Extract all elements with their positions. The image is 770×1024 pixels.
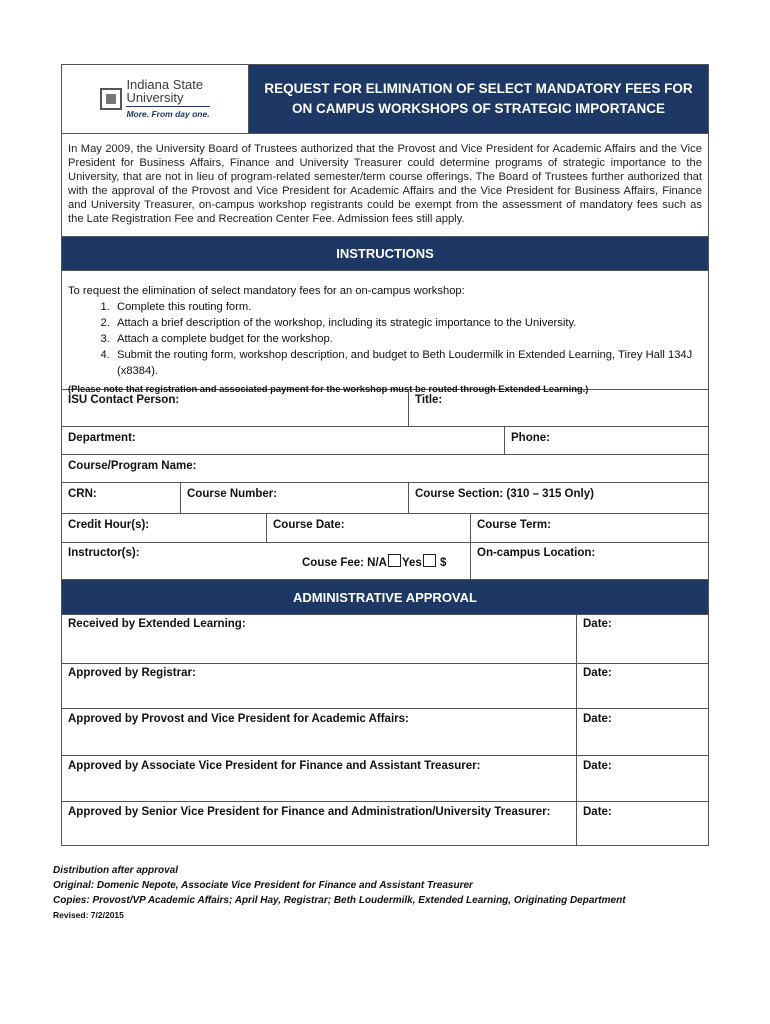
title-field[interactable]: Title:	[408, 390, 708, 426]
crn-field[interactable]: CRN:	[68, 488, 97, 500]
instructions-block	[62, 270, 708, 394]
approval-provost-field[interactable]: Approved by Provost and Vice President for Academic Affairs:	[68, 713, 409, 725]
instruction-step: 1. Complete this routing form.	[113, 299, 702, 315]
distribution-original: Original: Domenic Nepote, Associate Vice President for Finance and Assistant Treasurer	[53, 880, 473, 891]
approval-extended-learning-field[interactable]: Received by Extended Learning:	[68, 618, 246, 630]
approval-date-field[interactable]: Date:	[576, 709, 708, 755]
phone-field[interactable]: Phone:	[504, 427, 708, 454]
distribution-heading: Distribution after approval	[53, 865, 179, 876]
approval-senior-vp-field[interactable]: Approved by Senior Vice President for Finance and Administration/University Treasurer:	[68, 806, 551, 818]
contact-person-field[interactable]: ISU Contact Person:	[68, 394, 180, 406]
department-field[interactable]: Department:	[68, 432, 136, 444]
instructions-note: (Please note that registration and associated payment for the workshop must be routed through Extended Learning.)	[68, 383, 589, 394]
location-field[interactable]: On-campus Location:	[470, 543, 708, 579]
instructor-row	[62, 542, 708, 579]
course-fee-group	[302, 554, 446, 569]
revision-date: Revised: 7/2/2015	[53, 910, 124, 920]
fee-elimination-form	[61, 64, 709, 846]
fee-yes-label: Yes	[402, 557, 422, 569]
course-fee-label: Couse Fee: N/A	[302, 557, 387, 569]
university-seal-icon	[100, 88, 122, 110]
approval-date-field[interactable]: Date:	[576, 615, 708, 663]
distribution-footer	[53, 863, 626, 923]
course-section-field[interactable]: Course Section: (310 – 315 Only)	[408, 483, 708, 513]
instructor-field[interactable]	[62, 543, 470, 579]
approval-row	[62, 801, 708, 845]
logo-tagline: More. From day one.	[126, 106, 209, 121]
instructions-heading: INSTRUCTIONS	[62, 236, 708, 270]
course-number-field[interactable]: Course Number:	[180, 483, 408, 513]
credit-row	[62, 513, 708, 542]
approval-registrar-field[interactable]: Approved by Registrar:	[68, 667, 196, 679]
logo-name-line2: University	[126, 89, 184, 105]
approval-date-field[interactable]: Date:	[576, 664, 708, 708]
approval-associate-vp-field[interactable]: Approved by Associate Vice President for Finance and Assistant Treasurer:	[68, 760, 481, 772]
intro-row	[62, 133, 708, 236]
form-title-line2: ON CAMPUS WORKSHOPS OF STRATEGIC IMPORTANCE	[291, 101, 665, 116]
approval-row	[62, 708, 708, 755]
contact-row	[62, 389, 708, 426]
approval-row	[62, 755, 708, 801]
credit-hours-field[interactable]: Credit Hour(s):	[68, 519, 150, 531]
instructor-label: Instructor(s):	[68, 547, 140, 559]
form-title	[248, 65, 708, 133]
instructions-list-wrap	[62, 271, 708, 381]
distribution-copies: Copies: Provost/VP Academic Affairs; April Hay, Registrar; Beth Loudermilk, Extended Learning, Originating Department	[53, 895, 626, 906]
course-program-field[interactable]: Course/Program Name:	[68, 460, 197, 472]
form-title-line1: REQUEST FOR ELIMINATION OF SELECT MANDATORY FEES FOR	[264, 81, 693, 96]
form-header	[62, 65, 708, 133]
course-program-row	[62, 454, 708, 482]
university-logo	[62, 65, 248, 133]
instructions-lead: To request the elimination of select mandatory fees for an on-campus workshop:	[68, 285, 465, 297]
logo-name-line1: Indiana State	[126, 76, 204, 92]
approval-date-field[interactable]: Date:	[576, 802, 708, 845]
fee-dollar-label: $	[440, 557, 447, 569]
instruction-step: 3. Attach a complete budget for the workshop.	[113, 331, 702, 347]
instruction-step: 2. Attach a brief description of the workshop, including its strategic importance to the University.	[113, 315, 702, 331]
instructions-steps	[68, 299, 702, 379]
department-row	[62, 426, 708, 454]
approval-row	[62, 663, 708, 708]
approval-date-field[interactable]: Date:	[576, 756, 708, 801]
crn-row	[62, 482, 708, 513]
fee-na-checkbox[interactable]	[388, 554, 401, 567]
approval-row	[62, 614, 708, 663]
course-term-field[interactable]: Course Term:	[470, 514, 708, 542]
instruction-step: 4. Submit the routing form, workshop description, and budget to Beth Loudermilk in Extended Learning, Tirey Hall 134J (x8384).	[113, 347, 702, 379]
intro-paragraph: In May 2009, the University Board of Trustees authorized that the Provost and Vice President for Academic Affairs and the Vice President for Business Affairs, Finance and University Treasurer could determine programs of strategic importance to the University, that are not in lieu of program-related semester/term course offerings. The Board of Trustees further authorized that with the approval of the Provost and Vice President for Academic Affairs and the Vice President for Business Affairs, Finance and University Treasurer, on-campus workshop registrants could be exempt from the assessment of mandatory fees such as the Late Registration Fee and Recreation Center Fee. Admission fees still apply.	[68, 143, 702, 225]
fee-yes-checkbox[interactable]	[423, 554, 436, 567]
course-date-field[interactable]: Course Date:	[266, 514, 470, 542]
approval-heading: ADMINISTRATIVE APPROVAL	[62, 579, 708, 614]
